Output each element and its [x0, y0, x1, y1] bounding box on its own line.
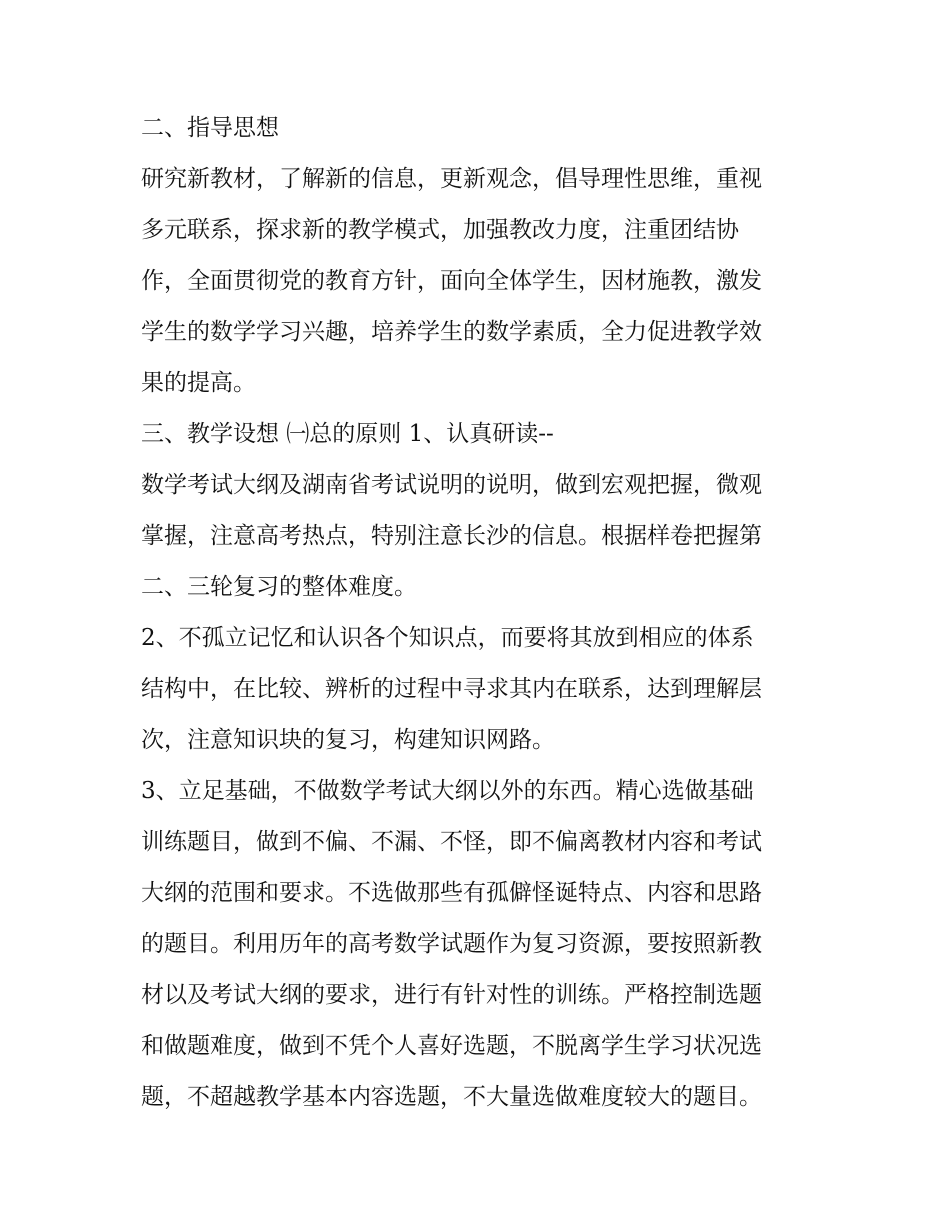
paragraph-line: 多元联系，探求新的教学模式，加强教改力度，注重团结协 — [141, 217, 739, 243]
paragraph-line: 研究新教材，了解新的信息，更新观念，倡导理性思维，重视 — [141, 166, 762, 192]
heading-teaching-plan: 三、教学设想 ㈠总的原则 1、认真研读-- — [141, 421, 554, 447]
paragraph-line: 作，全面贯彻党的教育方针，面向全体学生，因材施教，激发 — [141, 268, 762, 294]
paragraph-line: 结构中，在比较、辨析的过程中寻求其内在联系，达到理解层 — [141, 676, 762, 702]
paragraph-line: 和做题难度，做到不凭个人喜好选题，不脱离学生学习状况选 — [141, 1033, 762, 1059]
paragraph-line: 果的提高。 — [141, 370, 256, 396]
heading-guiding-thought: 二、指导思想 — [141, 115, 279, 141]
paragraph-line: 数学考试大纲及湖南省考试说明的说明，做到宏观把握，微观 — [141, 472, 762, 498]
paragraph-line: 训练题目，做到不偏、不漏、不怪，即不偏离教材内容和考试 — [141, 829, 762, 855]
paragraph-line: 学生的数学学习兴趣，培养学生的数学素质，全力促进教学效 — [141, 319, 762, 345]
paragraph-line: 材以及考试大纲的要求，进行有针对性的训练。严格控制选题 — [141, 982, 762, 1008]
list-item-3-line: 3、立足基础，不做数学考试大纲以外的东西。精心选做基础 — [141, 778, 754, 804]
paragraph-line: 题，不超越教学基本内容选题，不大量选做难度较大的题目。 — [141, 1084, 762, 1110]
paragraph-line: 大纲的范围和要求。不选做那些有孤僻怪诞特点、内容和思路 — [141, 880, 762, 906]
paragraph-line: 次，注意知识块的复习，构建知识网路。 — [141, 727, 555, 753]
paragraph-line: 掌握，注意高考热点，特别注意长沙的信息。根据样卷把握第 — [141, 523, 762, 549]
paragraph-line: 的题目。利用历年的高考数学试题作为复习资源，要按照新教 — [141, 931, 762, 957]
list-item-2-line: 2、不孤立记忆和认识各个知识点，而要将其放到相应的体系 — [141, 625, 754, 651]
paragraph-line: 二、三轮复习的整体难度。 — [141, 574, 417, 600]
